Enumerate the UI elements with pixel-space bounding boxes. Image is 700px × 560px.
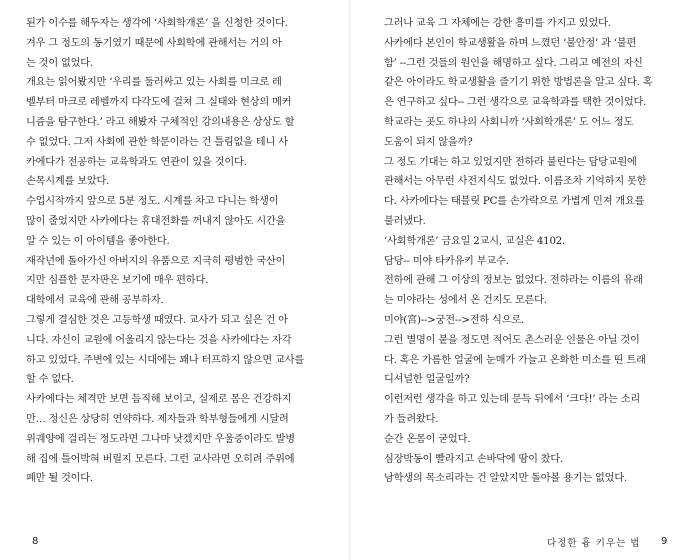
- text-line: 심장박동이 빨라지고 손바닥에 땀이 찼다.: [384, 453, 564, 465]
- text-line: 된가 이수를 해두자는 생각에 ‘사회학개론’ 을 신청한 것이다.: [26, 18, 288, 29]
- text-line: 위궤양에 걸리는 정도라면 그나마 낫겠지만 우울증이라도 발병: [26, 433, 295, 445]
- text-line: 남학생의 목소리라는 건 알았지만 돌아볼 용기는 없었다.: [384, 473, 628, 485]
- text-line: 니즘을 탐구한다.’ 라고 해봤자 구체적인 강의내용은 상상도 할: [26, 116, 295, 128]
- text-line: 벨부터 마크로 레벨까지 다각도에 걸쳐 그 실태와 현상의 메커: [26, 97, 292, 109]
- text-line: 그런 별명이 붙을 정도면 적어도 촌스러운 인물은 아닐 것이: [384, 334, 640, 346]
- text-line: 그 정도 기대는 하고 있었지만 전하라 불린다는 담당교원에: [384, 156, 637, 168]
- right-page: [384, 14, 682, 489]
- page-gutter: [349, 0, 351, 560]
- text-line: 그러나 교육 그 자체에는 강한 흥미를 가지고 있었다.: [384, 18, 611, 29]
- text-line: 전하에 관해 그 이상의 정보는 없었다. 전하라는 이름의 유래: [384, 275, 643, 287]
- text-line: 학교라는 곳도 하나의 사회니까 ‘사회학개론’ 도 어느 정도: [384, 116, 634, 128]
- text-line: 디셔널한 얼굴일까?: [384, 374, 470, 386]
- text-line: 는 것이 없었다.: [26, 57, 93, 69]
- text-line: 카에다가 전공하는 교육학과도 연관이 있을 것이다.: [26, 156, 247, 168]
- text-line: 알 수 있는 이 아이템을 좋아한다.: [26, 235, 170, 247]
- page-number-right: 9: [661, 536, 668, 547]
- text-line: 은 연구하고 싶다-- 그런 생각으로 교육학과를 택한 것이었다.: [384, 97, 647, 109]
- text-line: 할 수 없다.: [26, 374, 74, 386]
- text-line: 니다. 자신이 교원에 어울리지 않는다는 것을 사카에다는 자각: [26, 334, 292, 346]
- text-line: 이런저런 생각을 하고 있는데 문득 뒤에서 ‘크다!’ 라는 소리: [384, 394, 641, 406]
- text-line: 사카에다 본인이 학교생활을 하며 느꼈던 ‘불안정’ 과 ‘불편: [384, 37, 637, 49]
- text-line: 수 없었다. 그저 사회에 관한 학문이라는 건 틀림없을 테니 사: [26, 136, 288, 148]
- text-line: 겨우 그 정도의 동기였기 때문에 사회학에 관해서는 거의 아: [26, 37, 282, 49]
- text-line: 도움이 되지 않을까?: [384, 136, 473, 148]
- text-line: 만… 정신은 상당히 연약하다. 제자들과 학부형들에게 시달려: [26, 413, 289, 425]
- text-line: 폐만 될 것이다.: [26, 473, 93, 485]
- text-line: 미야(宮)-->궁전-->전하 식으로.: [384, 314, 525, 326]
- left-page: [26, 14, 324, 489]
- text-line: 는 미야라는 성에서 온 건지도 모른다.: [384, 295, 547, 307]
- text-line: 해 집에 틀어박혀 버릴지 모른다. 그런 교사라면 오히려 주위에: [26, 453, 295, 465]
- text-line: ‘사회학개론’ 금요일 2교시, 교실은 4102.: [384, 235, 566, 247]
- text-line: 많이 줄었지만 사카에다는 휴대전화를 꺼내지 않아도 시간을: [26, 215, 286, 227]
- text-line: 같은 아이라도 학교생활을 즐기기 위한 방법론을 알고 싶다. 혹: [384, 77, 653, 89]
- text-line: 가 들려왔다.: [384, 413, 439, 425]
- text-line: 개요는 읽어봤지만 ‘우리를 둘러싸고 있는 사회를 미크로 레: [26, 77, 282, 89]
- text-line: 대학에서 교육에 관해 공부하자.: [26, 295, 164, 307]
- text-line: 다. 혹은 가름한 얼굴에 눈매가 가늘고 온화한 미소를 띤 트래: [384, 354, 646, 366]
- text-line: 하고 있었다. 주변에 있는 시대에는 꽤나 터프하지 않으면 교사를: [26, 354, 305, 366]
- text-line: 사카에다는 체격만 보면 듬직해 보이고, 실제로 몸은 건강하지: [26, 394, 292, 406]
- page-number-left: 8: [32, 536, 39, 547]
- text-line: 함’ --그런 것들의 원인을 해명하고 싶다. 그리고 예전의 자신: [384, 57, 643, 69]
- text-line: 불러냈다.: [384, 215, 426, 227]
- text-line: 담당-- 미야 타카유키 부교수.: [384, 255, 509, 267]
- text-line: 그렇게 결심한 것은 고등학생 때였다. 교사가 되고 싶은 건 아: [26, 314, 288, 326]
- running-title: 다정한 흉 키우는 법: [547, 538, 641, 549]
- text-line: 순간 온몸이 굳었다.: [384, 433, 471, 445]
- text-line: 재작년에 돌아가신 아버지의 유품으로 지극히 평범한 국산이: [26, 255, 286, 267]
- text-line: 수업시작까지 앞으로 5분 정도. 시계를 차고 다니는 학생이: [26, 196, 279, 208]
- text-line: 관해서는 아무런 사전지식도 없었다. 이름조차 기억하지 못한: [384, 176, 647, 188]
- text-line: 다. 사카에다는 태블릿 PC를 손가락으로 가볍게 민져 개요를: [384, 196, 645, 208]
- text-line: 손목시계를 보았다.: [26, 176, 110, 188]
- text-line: 지만 심플한 문자판은 보기에 매우 편하다.: [26, 275, 209, 287]
